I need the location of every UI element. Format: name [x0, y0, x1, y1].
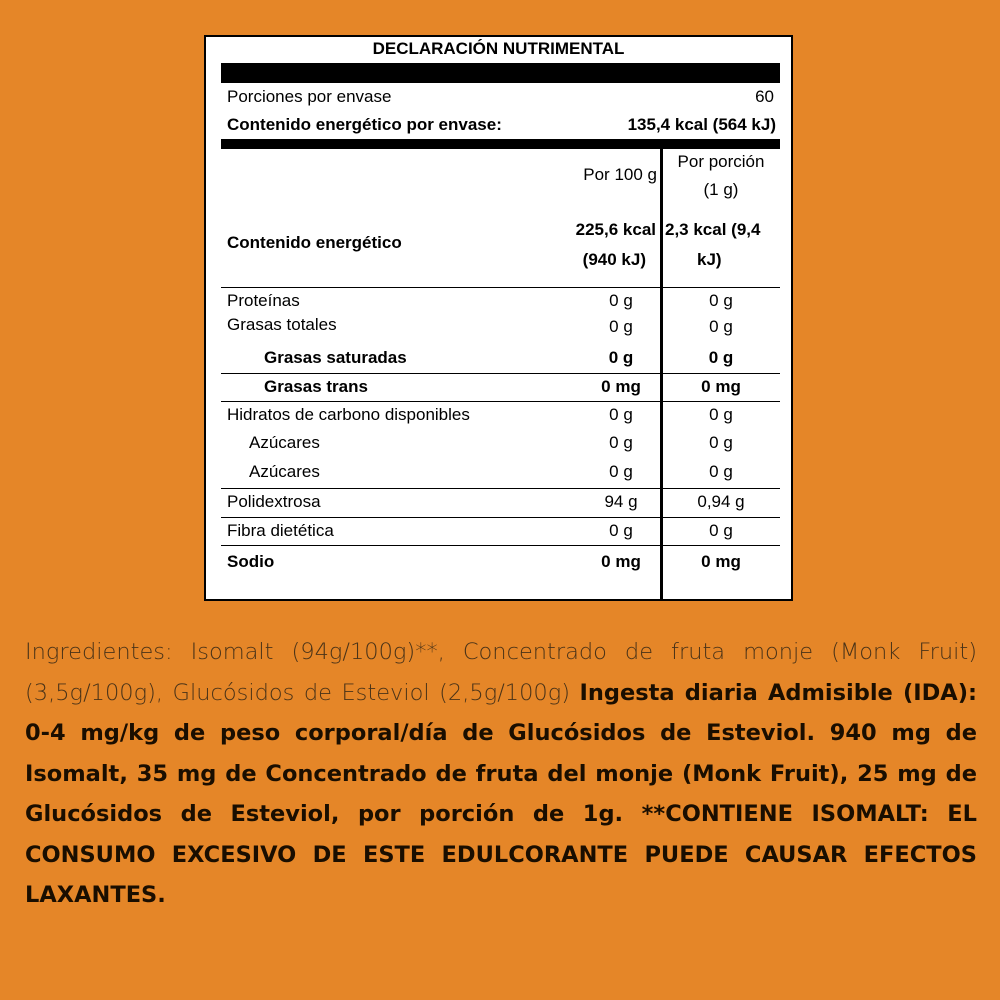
energy-per-100g-line2: (940 kJ) — [582, 250, 646, 269]
panel-title: DECLARACIÓN NUTRIMENTAL — [372, 39, 625, 58]
nutrient-row-polydextrose — [221, 488, 780, 517]
nutrient-value-100g: 0 g — [609, 317, 633, 336]
nutrient-row-sugars-added — [221, 459, 780, 487]
nutrient-row-carbohydrates — [221, 401, 780, 430]
energy-per-portion-line1: 2,3 kcal (9,4 — [665, 220, 761, 239]
nutrition-facts-panel — [204, 35, 793, 601]
nutrient-value-portion: 0 mg — [701, 377, 741, 396]
nutrient-label: Grasas totales — [227, 315, 337, 334]
energy-per-portion — [665, 215, 785, 275]
nutrient-value-portion: 0 g — [709, 405, 733, 424]
nutrient-row-saturated-fat — [221, 344, 780, 372]
nutrient-value-portion: 0 g — [709, 521, 733, 540]
nutrient-row-proteins — [221, 287, 780, 315]
servings-row — [221, 87, 780, 111]
nutrient-value-portion: 0 mg — [701, 552, 741, 571]
column-divider — [660, 147, 663, 601]
nutrient-value-portion: 0 g — [709, 462, 733, 481]
ingredients-text — [25, 632, 977, 916]
nutrient-value-100g: 0 g — [609, 291, 633, 310]
nutrient-label: Fibra dietética — [227, 521, 334, 540]
nutrient-row-total-fat — [221, 315, 780, 343]
nutrient-row-trans-fat — [221, 373, 780, 402]
col-header-per-portion-line2: (1 g) — [703, 180, 739, 199]
nutrient-value-100g: 0 mg — [601, 377, 641, 396]
nutrient-value-100g: 0 g — [609, 405, 633, 424]
nutrient-label: Sodio — [227, 552, 275, 571]
nutrient-label: Grasas saturadas — [264, 348, 407, 367]
nutrient-value-portion: 0 g — [709, 317, 733, 336]
ingredients-warning: Ingesta diaria Admisible (IDA): 0-4 mg/kg de peso corporal/día de Glucósidos de Esteviol. 940 mg de Isomalt, 35 mg de Concentrado de fruta del monje (Monk Fruit), 25 mg de Glucósidos de Esteviol, por porción de 1g. **CONTIENE ISOMALT: EL CONSUMO EXCESIVO DE ESTE EDULCORANTE PUEDE CAUSAR EFECTOS LAXANTES. — [25, 679, 978, 908]
nutrient-value-100g: 0 g — [609, 462, 633, 481]
ingredients-list: Ingredientes: Isomalt (94g/100g)**, Concentrado de fruta monje (Monk Fruit) (3,5g/100g), Glucósidos de Esteviol (2,5g/100g) — [25, 639, 977, 706]
energy-label: Contenido energético — [227, 233, 402, 252]
nutrient-value-portion: 0 g — [709, 433, 733, 452]
energy-container-label: Contenido energético por envase: — [227, 115, 502, 134]
col-header-per-100g: Por 100 g — [583, 165, 657, 184]
energy-per-100g-line1: 225,6 kcal — [575, 220, 656, 239]
nutrient-value-100g: 94 g — [604, 492, 638, 511]
nutrient-label: Proteínas — [227, 291, 300, 310]
nutrient-row-sodium — [221, 545, 780, 578]
nutrient-value-100g: 0 mg — [601, 552, 641, 571]
nutrient-value-100g: 0 g — [609, 433, 633, 452]
energy-container-value: 135,4 kcal (564 kJ) — [627, 115, 776, 134]
nutrient-label: Hidratos de carbono disponibles — [227, 405, 470, 424]
energy-per-100g — [550, 215, 656, 275]
nutrient-label: Polidextrosa — [227, 492, 321, 511]
servings-value: 60 — [755, 87, 774, 106]
energy-per-portion-line2: kJ) — [697, 250, 722, 269]
servings-label: Porciones por envase — [227, 87, 392, 106]
nutrient-label: Grasas trans — [264, 377, 368, 396]
thick-divider-top — [221, 63, 780, 83]
nutrient-value-100g: 0 g — [608, 348, 634, 367]
col-header-per-portion — [662, 148, 780, 204]
energy-container-row — [221, 115, 780, 139]
nutrient-label: Azúcares — [249, 462, 320, 481]
nutrient-value-100g: 0 g — [609, 521, 633, 540]
nutrient-row-sugars — [221, 430, 780, 458]
nutrient-value-portion: 0 g — [709, 291, 733, 310]
nutrient-row-dietary-fiber — [221, 517, 780, 546]
nutrient-value-portion: 0 g — [708, 348, 734, 367]
col-header-per-portion-line1: Por porción — [677, 152, 765, 171]
nutrient-label: Azúcares — [249, 433, 320, 452]
nutrient-value-portion: 0,94 g — [697, 492, 745, 511]
